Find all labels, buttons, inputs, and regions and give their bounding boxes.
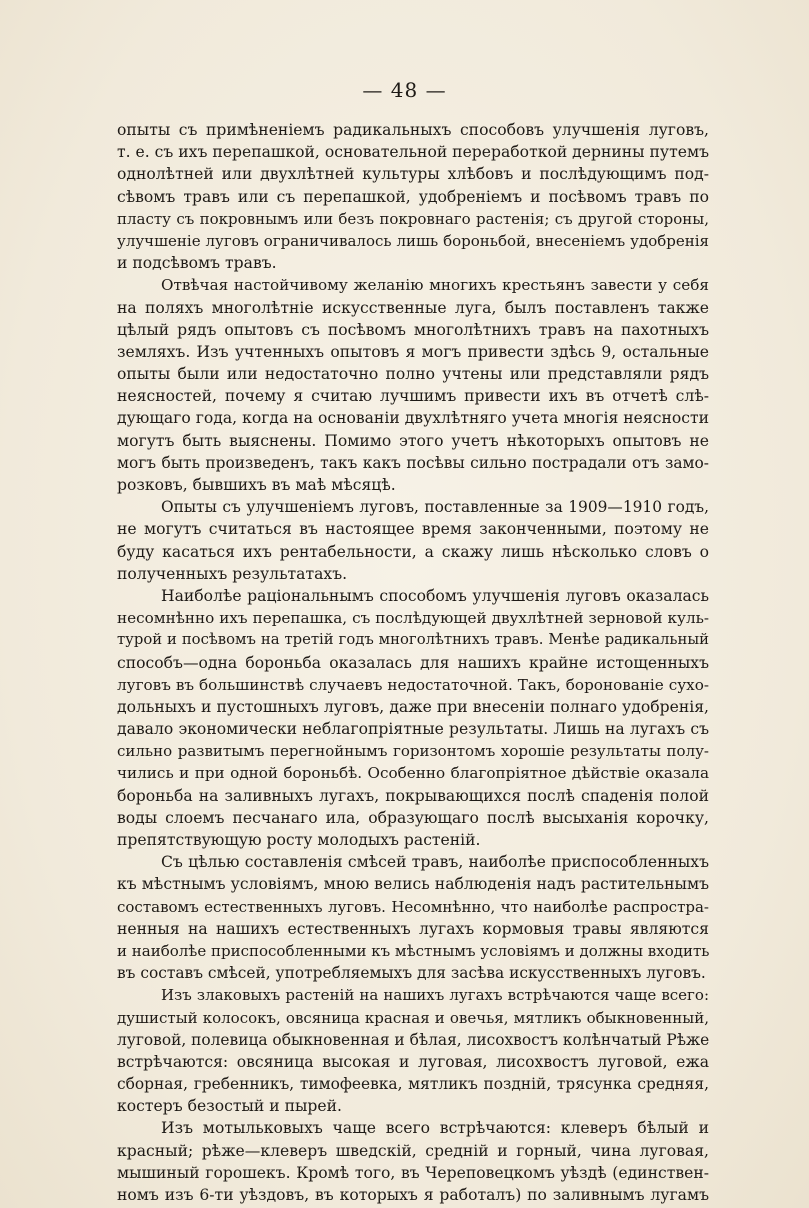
text-line: чились и при одной бороньбѣ. Особенно благопрiятное дѣйствiе оказала: [117, 764, 709, 783]
text-line: опыты съ примѣненiемъ радикальныхъ способовъ улучшенiя луговъ,: [117, 121, 709, 139]
text-line: Опыты съ улучшенiемъ луговъ, поставленные за 1909—1910 годъ,: [161, 498, 709, 517]
text-line: цѣлый рядъ опытовъ съ посѣвомъ многолѣтнихъ травъ на пахотныхъ: [117, 320, 709, 339]
text-line: къ мѣстнымъ условiямъ, мною велись наблюденiя надъ растительнымъ: [117, 875, 709, 894]
text-line: Отвѣчая настойчивому желанiю многихъ крестьянъ завести у себя: [161, 276, 709, 295]
text-line: и подсѣвомъ травъ.: [117, 254, 277, 273]
text-line: номъ изъ 6-ти уѣздовъ, въ которыхъ я работалъ) по заливнымъ лугамъ: [117, 1186, 709, 1204]
text-line: луговъ въ большинствѣ случаевъ недостаточной. Такъ, боронованiе сухо-: [117, 675, 709, 694]
text-line: ненныя на нашихъ естественныхъ лугахъ кормовыя травы являются: [117, 919, 709, 938]
text-line: сильно развитымъ перегнойнымъ горизонтомъ хорошiе результаты полу-: [117, 742, 709, 761]
text-line: дующаго года, когда на основанiи двухлѣтняго учета многiя неясности: [117, 409, 709, 428]
text-line: сѣвомъ травъ или съ перепашкой, удобренiемъ и посѣвомъ травъ по: [117, 187, 709, 206]
text-line: костеръ безостый и пырей.: [117, 1097, 342, 1116]
text-line: луговой, полевица обыкновенная и бѣлая, лисохвостъ колѣнчатый Рѣже: [117, 1030, 709, 1049]
text-line: улучшенiе луговъ ограничивалось лишь бороньбой, внесенiемъ удобренiя: [117, 231, 709, 250]
text-line: и наиболѣе приспособленными къ мѣстнымъ условiямъ и должны входить: [117, 941, 709, 960]
page-number: — 48 —: [362, 78, 447, 102]
text-line: могутъ быть выяснены. Помимо этого учетъ нѣкоторыхъ опытовъ не: [117, 431, 709, 450]
text-line: неясностей, почему я считаю лучшимъ привести ихъ въ отчетѣ слѣ-: [117, 387, 709, 406]
text-line: могъ быть произведенъ, такъ какъ посѣвы сильно пострадали отъ замо-: [117, 453, 709, 472]
text-line: несомнѣнно ихъ перепашка, съ послѣдующей двухлѣтней зерновой куль-: [117, 609, 709, 628]
text-line: давало экономически неблагопрiятные результаты. Лишь на лугахъ съ: [117, 720, 709, 739]
text-line: составомъ естественныхъ луговъ. Несомнѣнно, что наиболѣе распростра-: [117, 897, 709, 916]
text-line: способъ—одна бороньба оказалась для нашихъ крайне истощенныхъ: [117, 653, 709, 672]
text-line: т. е. съ ихъ перепашкой, основательной переработкой дернины путемъ: [117, 143, 709, 162]
text-line: буду касаться ихъ рентабельности, а скажу лишь нѣсколько словъ о: [117, 542, 709, 561]
text-line: воды слоемъ песчанаго ила, образующаго послѣ высыханiя корочку,: [117, 808, 709, 827]
text-line: пласту съ покровнымъ или безъ покровнаго растенiя; съ другой стороны,: [117, 209, 709, 228]
text-line: Съ цѣлью составленiя смѣсей травъ, наиболѣе приспособленныхъ: [161, 853, 709, 872]
text-line: земляхъ. Изъ учтенныхъ опытовъ я могъ привести здѣсь 9, остальные: [117, 342, 709, 361]
text-line: розковъ, бывшихъ въ маѣ мѣсяцѣ.: [117, 476, 396, 494]
text-line: не могутъ считаться въ настоящее время законченными, поэтому не: [117, 520, 709, 539]
text-line: красный; рѣже—клеверъ шведскiй, среднiй и горный, чина луговая,: [117, 1141, 709, 1160]
text-line: на поляхъ многолѣтнiе искусственные луга, былъ поставленъ также: [117, 298, 709, 317]
text-line: Наиболѣе рацiональнымъ способомъ улучшенiя луговъ оказалась: [161, 586, 709, 605]
text-line: встрѣчаются: овсяница высокая и луговая, лисохвостъ луговой, ежа: [117, 1052, 709, 1071]
text-line: душистый колосокъ, овсяница красная и овечья, мятликъ обыкновенный,: [117, 1008, 709, 1027]
text-line: Изъ злаковыхъ растенiй на нашихъ лугахъ встрѣчаются чаще всего:: [161, 986, 709, 1005]
text-line: дольныхъ и пустошныхъ луговъ, даже при внесенiи полнаго удобренiя,: [117, 697, 709, 716]
body-text: [117, 119, 709, 1206]
text-line: Изъ мотыльковыхъ чаще всего встрѣчаются: клеверъ бѣлый и: [161, 1119, 709, 1138]
text-line: препятствующую росту молодыхъ растенiй.: [117, 831, 481, 849]
text-line: мышиный горошекъ. Кромѣ того, въ Череповецкомъ уѣздѣ (единствен-: [117, 1163, 709, 1182]
text-line: полученныхъ результатахъ.: [117, 564, 348, 583]
text-line: турой и посѣвомъ на третiй годъ многолѣтнихъ травъ. Менѣе радикальный: [117, 631, 709, 649]
text-line: бороньба на заливныхъ лугахъ, покрывающихся послѣ спаденiя полой: [117, 786, 709, 805]
text-line: опыты были или недостаточно полно учтены или представляли рядъ: [117, 365, 709, 384]
text-line: однолѣтней или двухлѣтней культуры хлѣбовъ и послѣдующимъ под-: [117, 165, 709, 184]
text-line: сборная, гребенникъ, тимофеевка, мятликъ поздній, трясунка средняя,: [117, 1075, 709, 1094]
text-line: въ составъ смѣсей, употребляемыхъ для засѣва искусственныхъ луговъ.: [117, 964, 706, 983]
